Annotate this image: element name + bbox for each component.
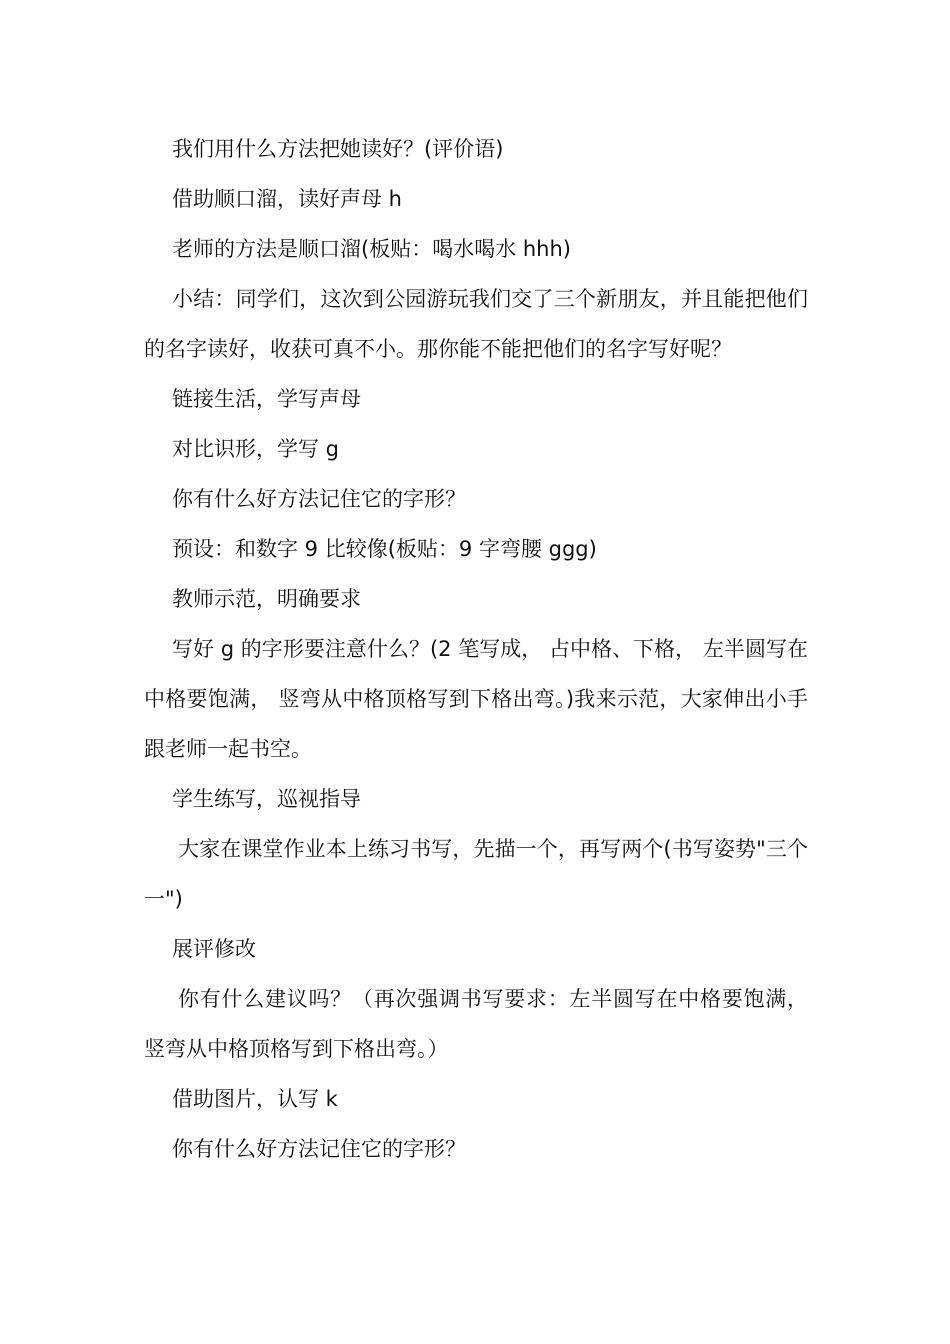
paragraph: 写好 g 的字形要注意什么？(2 笔写成， 占中格、下格， 左半圆写在中格要饱满， 竖弯从中格顶格写到下格出弯。)我来示范，大家伸出小手跟老师一起书空。 <box>144 637 808 761</box>
document-body <box>144 124 808 1174</box>
paragraph: 老师的方法是顺口溜(板贴：喝水喝水 hhh) <box>172 237 571 261</box>
paragraph: 你有什么好方法记住它的字形？ <box>172 487 466 511</box>
paragraph: 对比识形，学写 g <box>172 437 340 461</box>
paragraph: 展评修改 <box>172 937 256 961</box>
paragraph: 链接生活，学写声母 <box>172 387 361 411</box>
paragraph: 借助图片，认写 k <box>172 1087 338 1111</box>
paragraph: 预设：和数字 9 比较像(板贴：9 字弯腰 ggg) <box>172 537 597 561</box>
paragraph: 借助顺口溜，读好声母 h <box>172 187 402 211</box>
paragraph: 你有什么建议吗？（再次强调书写要求：左半圆写在中格要饱满， 竖弯从中格顶格写到下格出弯。） <box>144 987 808 1061</box>
paragraph: 小结：同学们，这次到公园游玩我们交了三个新朋友，并且能把他们的名字读好，收获可真不小。那你能不能把他们的名字写好呢？ <box>144 287 808 361</box>
paragraph: 教师示范，明确要求 <box>172 587 361 611</box>
paragraph: 学生练写，巡视指导 <box>172 787 361 811</box>
paragraph: 大家在课堂作业本上练习书写，先描一个，再写两个(书写姿势"三个一") <box>144 837 808 911</box>
paragraph: 你有什么好方法记住它的字形？ <box>172 1137 466 1161</box>
paragraph: 我们用什么方法把她读好？(评价语) <box>172 137 504 161</box>
